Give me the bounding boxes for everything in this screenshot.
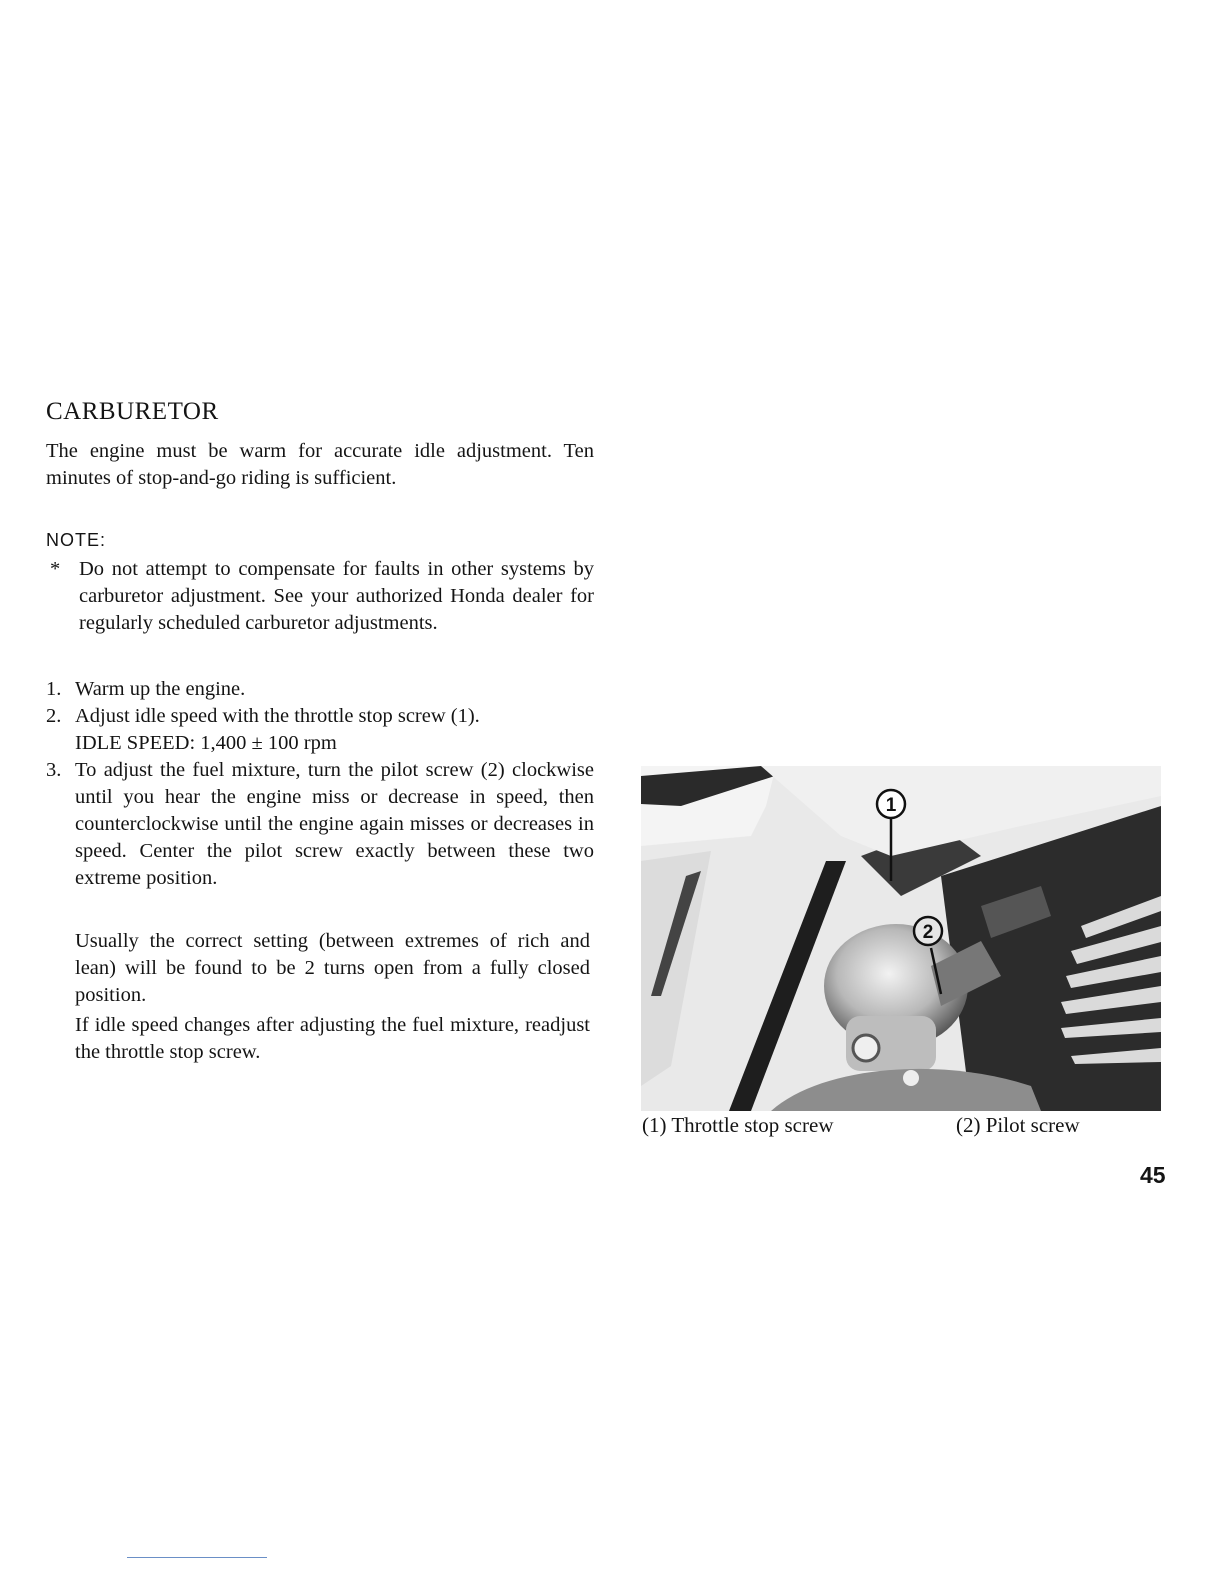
note-item xyxy=(46,556,594,637)
step-1 xyxy=(46,676,594,703)
step-text: To adjust the fuel mixture, turn the pilot screw (2) clockwise until you hear the engine miss or decrease in speed, then counterclockwise until the engine again misses or decreases in speed. Center the pilot screw exactly between these two extreme position. xyxy=(75,759,594,889)
caption-pilot-screw: (2) Pilot screw xyxy=(956,1113,1080,1137)
step-text: Warm up the engine. xyxy=(75,678,246,700)
step-text: Adjust idle speed with the throttle stop screw (1). xyxy=(75,705,480,727)
footer-rule xyxy=(127,1557,267,1558)
callout-1: 1 xyxy=(885,795,897,816)
callout-2: 2 xyxy=(922,922,934,943)
idle-speed-spec: IDLE SPEED: 1,400 ± 100 rpm xyxy=(75,732,337,754)
step-number: 2. xyxy=(46,705,62,727)
setting-note: Usually the correct setting (between extremes of rich and lean) will be found to be 2 turns open from a fully closed position. xyxy=(75,930,590,1006)
step-number: 3. xyxy=(46,759,62,781)
intro-paragraph: The engine must be warm for accurate idle adjustment. Ten minutes of stop-and-go riding is sufficient. xyxy=(46,440,594,489)
note-label: NOTE: xyxy=(46,530,107,550)
caption-throttle-stop-screw: (1) Throttle stop screw xyxy=(642,1113,834,1137)
readjust-note: If idle speed changes after adjusting the fuel mixture, readjust the throttle stop screw. xyxy=(75,1014,590,1063)
step-3 xyxy=(46,757,594,892)
step-number: 1. xyxy=(46,678,62,700)
page-number: 45 xyxy=(1140,1162,1166,1188)
note-text: Do not attempt to compensate for faults in other systems by carburetor adjustment. See your authorized Honda dealer for regularly scheduled carburetor adjustments. xyxy=(79,558,594,634)
carburetor-photo xyxy=(641,766,1161,1111)
section-title: CARBURETOR xyxy=(46,398,219,425)
step-2 xyxy=(46,703,594,757)
note-bullet: * xyxy=(50,558,61,580)
